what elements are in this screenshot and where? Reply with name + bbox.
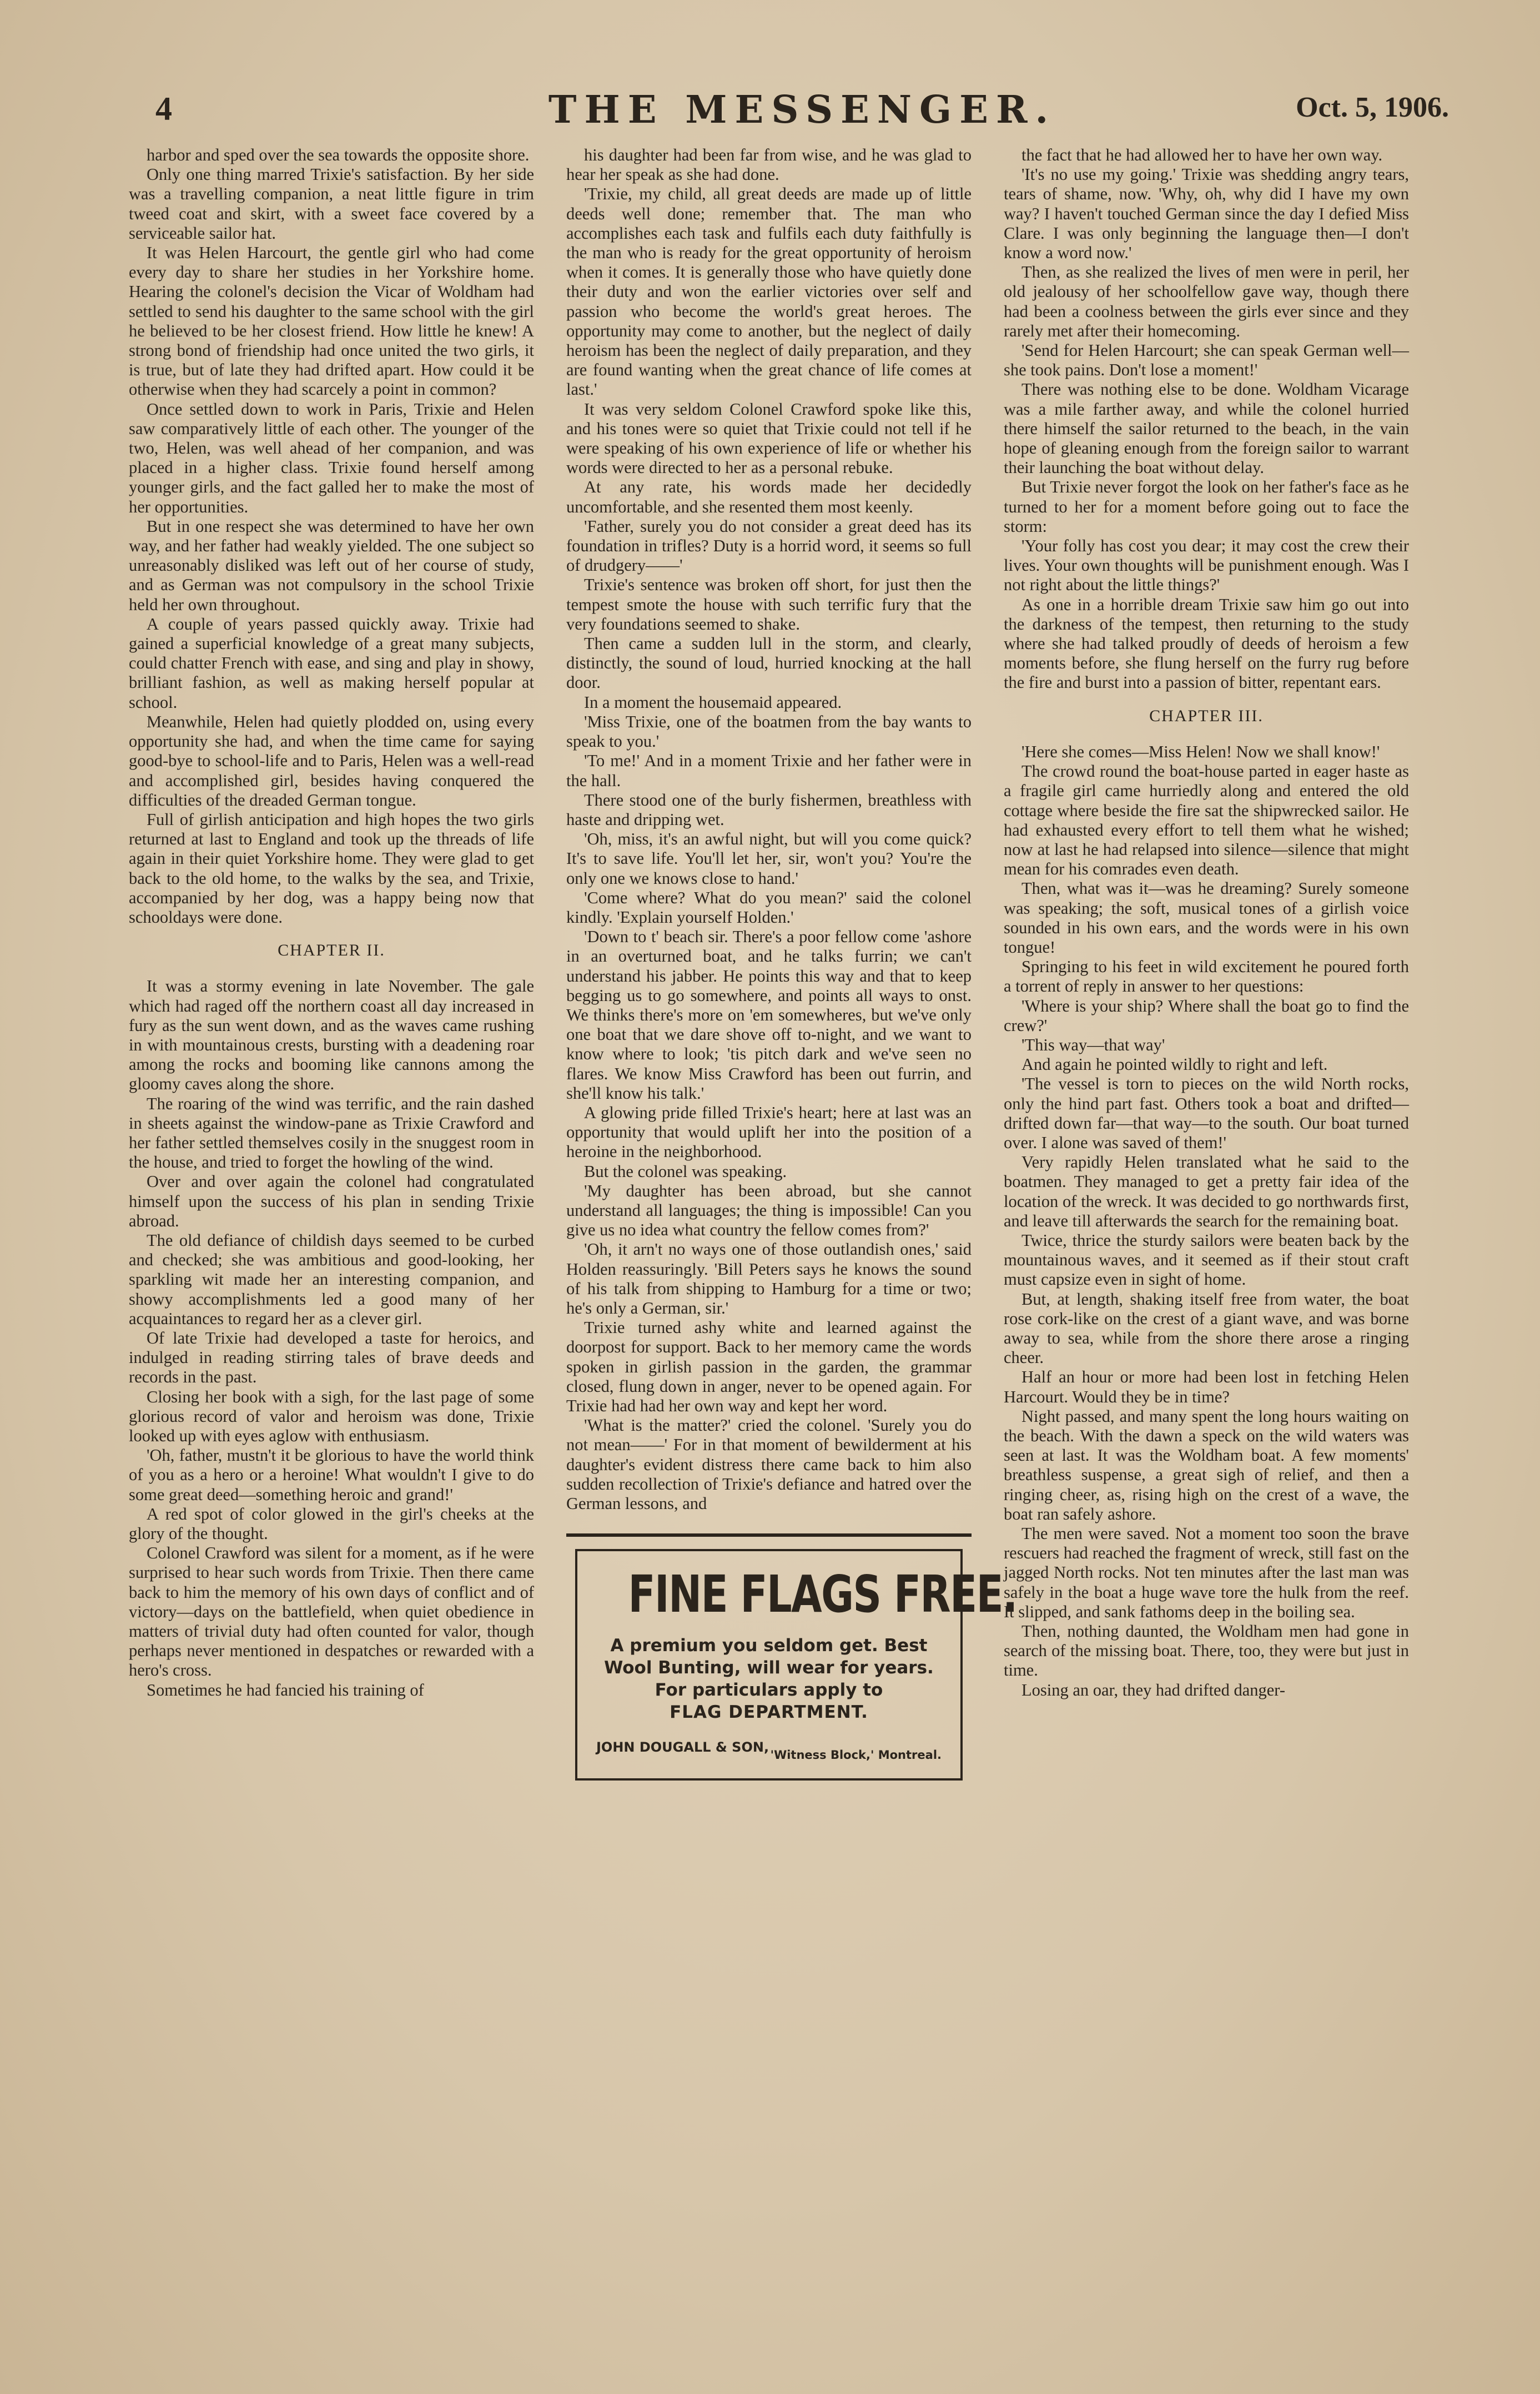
paragraph: But Trixie never forgot the look on her father's face as he turned to her for a moment before going out to face the storm: (1004, 477, 1409, 536)
paragraph: 'Oh, it arn't no ways one of those outlandish ones,' said Holden reassuringly. 'Bill Peters says he knows the sound of his talk from shipping to Hamburg for a time or two; he's only a German, sir.' (566, 1240, 972, 1317)
paragraph: 'Your folly has cost you dear; it may cost the crew their lives. Your own thoughts will be punishment enough. Was I not right about the little things?' (1004, 536, 1409, 595)
paragraph: There stood one of the burly fishermen, breathless with haste and dripping wet. (566, 790, 972, 829)
issue-date: Oct. 5, 1906. (1296, 92, 1449, 123)
paragraph: A glowing pride filled Trixie's heart; here at last was an opportunity that would uplift her into the position of a heroine in the neighborhood. (566, 1103, 972, 1161)
paragraph: Springing to his feet in wild excitement he poured forth a torrent of reply in answer to her questions: (1004, 957, 1409, 996)
paragraph: The old defiance of childish days seemed to be curbed and checked; she was ambitious and good-looking, her sparkling wit made her an interesting companion, and showy accomplishments led a good many of her acquaintances to regard her as a clever girl. (129, 1230, 534, 1328)
paragraph: 'Where is your ship? Where shall the boat go to find the crew?' (1004, 996, 1409, 1035)
paragraph: 'My daughter has been abroad, but she cannot understand all languages; the thing is impossible! Can you give us no idea what country the fellow comes from?' (566, 1181, 972, 1240)
paragraph: 'Here she comes—Miss Helen! Now we shall know!' (1021, 742, 1380, 761)
paragraph: Colonel Crawford was silent for a moment, as if he were surprised to hear such words from Trixie. Then there came back to him the memory of his own days of conflict and of victory—days on the battlefield, when quiet obedience in matters of trivial duty had often counted for valor, though perhaps never mentioned in despatches or rewarded with a hero's cross. (129, 1543, 534, 1680)
paragraph: 'Come where? What do you mean?' said the colonel kindly. 'Explain yourself Holden.' (566, 888, 972, 927)
ad-line: For particulars apply to (655, 1680, 883, 1701)
paragraph: Trixie's sentence was broken off short, for just then the tempest smote the house with such terrific fury that the very foundations seemed to shake. (566, 575, 972, 633)
paragraph: But, at length, shaking itself free from water, the boat rose cork-like on the crest of a giant wave, and was borne away to sea, while from the shore there arose a ringing cheer. (1004, 1289, 1409, 1367)
paragraph: Over and over again the colonel had congratulated himself upon the success of his plan in sending Trixie abroad. (129, 1172, 534, 1230)
paragraph: But in one respect she was determined to have her own way, and her father had weakly yielded. The one subject so unreasonably disliked was left out of her course of study, and as German was not compulsory in the school Trixie held her own throughout. (129, 516, 534, 614)
advertisement-rule (566, 1533, 972, 1537)
paragraph: Full of girlish anticipation and high hopes the two girls returned at last to England and took up the threads of life again in their quiet Yorkshire home. They were glad to get back to the old home, to the walks by the sea, and Trixie, accompanied by her dog, was a happy being now that schooldays were done. (129, 809, 534, 927)
ad-company: JOHN DOUGALL & SON, (596, 1739, 769, 1756)
paragraph: And again he pointed wildly to right and left. (1021, 1055, 1328, 1074)
chapter-heading: CHAPTER II. (278, 941, 385, 960)
paragraph: harbor and sped over the sea towards the opposite shore. (147, 145, 530, 164)
paragraph: Then, as she realized the lives of men were in peril, her old jealousy of her schoolfellow gave way, though there had been a coolness between the girls ever since and they rarely met after their homecoming. (1004, 263, 1409, 340)
page-number: 4 (155, 90, 172, 127)
paragraph: Night passed, and many spent the long hours waiting on the beach. With the dawn a speck on the wild waters was seen at last. It was the Woldham boat. A few moments' breathless suspense, a great sigh of relief, and then a ringing cheer, as, rising high on the crest of a wave, the boat ran safely ashore. (1004, 1406, 1409, 1523)
paragraph: A couple of years passed quickly away. Trixie had gained a superficial knowledge of a great many subjects, could chatter French with ease, and sing and play in showy, brilliant fashion, as well as making herself popular at school. (129, 614, 534, 712)
ad-department: FLAG DEPARTMENT. (670, 1702, 868, 1723)
paragraph: 'The vessel is torn to pieces on the wild North rocks, only the hind part fast. Others took a boat and drifted—drifted down far—that way—to the south. Our boat turned over. I alone was saved of them!' (1004, 1074, 1409, 1152)
paragraph: Twice, thrice the sturdy sailors were beaten back by the mountainous waves, and it seemed as if their stout craft must capsize even in sight of home. (1004, 1230, 1409, 1289)
column-1 (129, 145, 534, 1700)
paragraph: Sometimes he had fancied his training of (147, 1680, 424, 1699)
paragraph: 'Down to t' beach sir. There's a poor fellow come 'ashore in an overturned boat, and he talks furrin; we can't understand his jabber. He points this way and that to keep begging us to go somewhere, and points all ways to onst. We thinks there's more on 'em somewheres, but we've only one boat that we dare shove off to-night, and we want to know where to look; 'tis pitch dark and we've seen no flares. We know Miss Crawford has been out furrin, and she'll know his talk.' (566, 927, 972, 1103)
paragraph: 'Miss Trixie, one of the boatmen from the bay wants to speak to you.' (566, 712, 972, 751)
paragraph: A red spot of color glowed in the girl's cheeks at the glory of the thought. (129, 1504, 534, 1543)
paragraph: 'Trixie, my child, all great deeds are made up of little deeds well done; remember that. The man who accomplishes each task and fulfils each duty faithfully is the man who is ready for the great opportunity of heroism when it comes. It is generally those who have quietly done their duty and won the earlier victories over self and passion who become the world's great heroes. The opportunity may come to another, but the neglect of daily heroism has been the neglect of daily preparation, and they are found wanting when the great chance of life comes at last.' (566, 184, 972, 399)
paragraph: As one in a horrible dream Trixie saw him go out into the darkness of the tempest, then returning to the study where she had talked proudly of deeds of heroism a few moments before, she flung herself on the furry rug before the fire and burst into a passion of bitter, repentant ears. (1004, 595, 1409, 692)
paragraph: Of late Trixie had developed a taste for heroics, and indulged in reading stirring tales of brave deeds and records in the past. (129, 1328, 534, 1387)
masthead (155, 83, 1449, 133)
paragraph: 'Send for Helen Harcourt; she can speak German well—she took pains. Don't lose a moment!' (1004, 341, 1409, 380)
paragraph: At any rate, his words made her decidedly uncomfortable, and she resented them most keenly. (566, 477, 972, 516)
paragraph: 'It's no use my going.' Trixie was shedding angry tears, tears of shame, now. 'Why, oh, why did I have my own way? I haven't touched German since the day I defied Miss Clare. I was only beginning the language then—I don't know a word now.' (1004, 165, 1409, 263)
paragraph: Very rapidly Helen translated what he said to the boatmen. They managed to get a pretty fair idea of the location of the wreck. It was decided to go northwards first, and leave till afterwards the search for the remaining boat. (1004, 1153, 1409, 1230)
paragraph: 'What is the matter?' cried the colonel. 'Surely you do not mean——' For in that moment of bewilderment at his daughter's evident distress there came back to him also sudden recollection of Trixie's defiance and hatred over the German lessons, and (566, 1416, 972, 1513)
paragraph: Meanwhile, Helen had quietly plodded on, using every opportunity she had, and when the time came for saying good-bye to school-life and to Paris, Helen was a well-read and accomplished girl, besides having conquered the difficulties of the dreaded German tongue. (129, 712, 534, 809)
ad-line: Wool Bunting, will wear for years. (604, 1658, 934, 1678)
paragraph: Then came a sudden lull in the storm, and clearly, distinctly, the sound of loud, hurried knocking at the hall door. (566, 634, 972, 692)
paragraph: There was nothing else to be done. Woldham Vicarage was a mile farther away, and while the colonel hurried there himself the sailor returned to the beach, in the vain hope of gleaning enough from the foreign sailor to warrant their launching the boat without delay. (1004, 380, 1409, 477)
paragraph: The men were saved. Not a moment too soon the brave rescuers had reached the fragment of wreck, still fast on the jagged North rocks. Not ten minutes after the last man was safely in the boat a huge wave tore the hulk from the reef. It slipped, and sank fathoms deep in the boiling sea. (1004, 1524, 1409, 1621)
paragraph: 'Oh, father, mustn't it be glorious to have the world think of you as a hero or a heroine! What wouldn't I give to do some great deed—something heroic and grand!' (129, 1446, 534, 1504)
paragraph: Then, what was it—was he dreaming? Surely someone was speaking; the soft, musical tones of a girlish voice sounded in his own ears, and the words were in his own tongue! (1004, 879, 1409, 957)
paragraph: 'Oh, miss, it's an awful night, but will you come quick? It's to save life. You'll let her, sir, won't you? You're the only one we knows close to hand.' (566, 829, 972, 888)
ad-address: 'Witness Block,' Montreal. (770, 1748, 942, 1762)
paragraph: Then, nothing daunted, the Woldham men had gone in search of the missing boat. There, too, they were but just in time. (1004, 1622, 1409, 1680)
paragraph: It was a stormy evening in late November. The gale which had raged off the northern coast all day increased in fury as the sun went down, and as the waves came rushing in with mountainous crests, bursting with a deadening roar among the rocks and booming like cannons among the gloomy caves along the shore. (129, 977, 534, 1094)
paragraph: It was Helen Harcourt, the gentle girl who had come every day to share her studies in her Yorkshire home. Hearing the colonel's decision the Vicar of Woldham had settled to send his daughter to the same school with the girl he believed to be her closest friend. How little he knew! A strong bond of friendship had once united the two girls, it is true, but of late they had drifted apart. How could it be otherwise when they had scarcely a point in common? (129, 243, 534, 399)
paragraph: his daughter had been far from wise, and he was glad to hear her speak as she had done. (566, 145, 972, 184)
paragraph: the fact that he had allowed her to have her own way. (1021, 145, 1383, 164)
paragraph: 'This way—that way' (1021, 1035, 1165, 1054)
paragraph: The crowd round the boat-house parted in eager haste as a fragile girl came hurriedly along and entered the old cottage where beside the fire sat the shipwrecked sailor. He had exhausted every effort to tell them what he wished; now at last he had relapsed into silence—silence that might mean for his comrades even death. (1004, 762, 1409, 879)
paragraph: In a moment the housemaid appeared. (584, 692, 842, 712)
column-2 (566, 145, 1017, 1781)
paragraph: Trixie turned ashy white and learned against the doorpost for support. Back to her memory came the words spoken in girlish passion in the garden, the grammar closed, flung down in anger, never to be opened again. For Trixie had had her own way and kept her word. (566, 1318, 972, 1415)
ad-line: A premium you seldom get. Best (610, 1636, 928, 1656)
paragraph: It was very seldom Colonel Crawford spoke like this, and his tones were so quiet that Trixie could not tell if he were speaking of his own experience of life or whether his words were directed to her as a personal rebuke. (566, 399, 972, 477)
ad-footer (588, 1738, 949, 1765)
column-3 (1004, 145, 1409, 1700)
paragraph: Closing her book with a sigh, for the last page of some glorious record of valor and heroism was done, Trixie looked up with eyes aglow with enthusiasm. (129, 1387, 534, 1445)
paragraph: Half an hour or more had been lost in fetching Helen Harcourt. Would they be in time? (1004, 1367, 1409, 1406)
chapter-heading: CHAPTER III. (1149, 706, 1264, 725)
paragraph: The roaring of the wind was terrific, and the rain dashed in sheets against the window-pane as Trixie Crawford and her father settled themselves cosily in the snuggest room in the house, and tried to forget the howling of the wind. (129, 1094, 534, 1172)
paragraph: Only one thing marred Trixie's satisfaction. By her side was a travelling companion, a neat little figure in trim tweed coat and skirt, with a sweet face covered by a serviceable sailor hat. (129, 165, 534, 243)
paragraph: But the colonel was speaking. (584, 1161, 787, 1181)
flags-advertisement (575, 1549, 1017, 1781)
paragraph: 'Father, surely you do not consider a great deed has its foundation in trifles? Duty is a horrid word, it seems so full of drudgery——' (566, 516, 972, 575)
paragraph: Once settled down to work in Paris, Trixie and Helen saw comparatively little of each other. The younger of the two, Helen, was well ahead of her companion, and was placed in a higher class. Trixie found herself among younger girls, and the fact galled her to make the most of her opportunities. (129, 399, 534, 516)
paragraph: 'To me!' And in a moment Trixie and her father were in the hall. (566, 751, 972, 790)
ad-headline: FINE FLAGS FREE. (628, 1565, 1017, 1625)
ad-body (588, 1634, 949, 1723)
newspaper-title: THE MESSENGER. (548, 88, 1056, 132)
paragraph: Losing an oar, they had drifted danger- (1021, 1680, 1285, 1699)
